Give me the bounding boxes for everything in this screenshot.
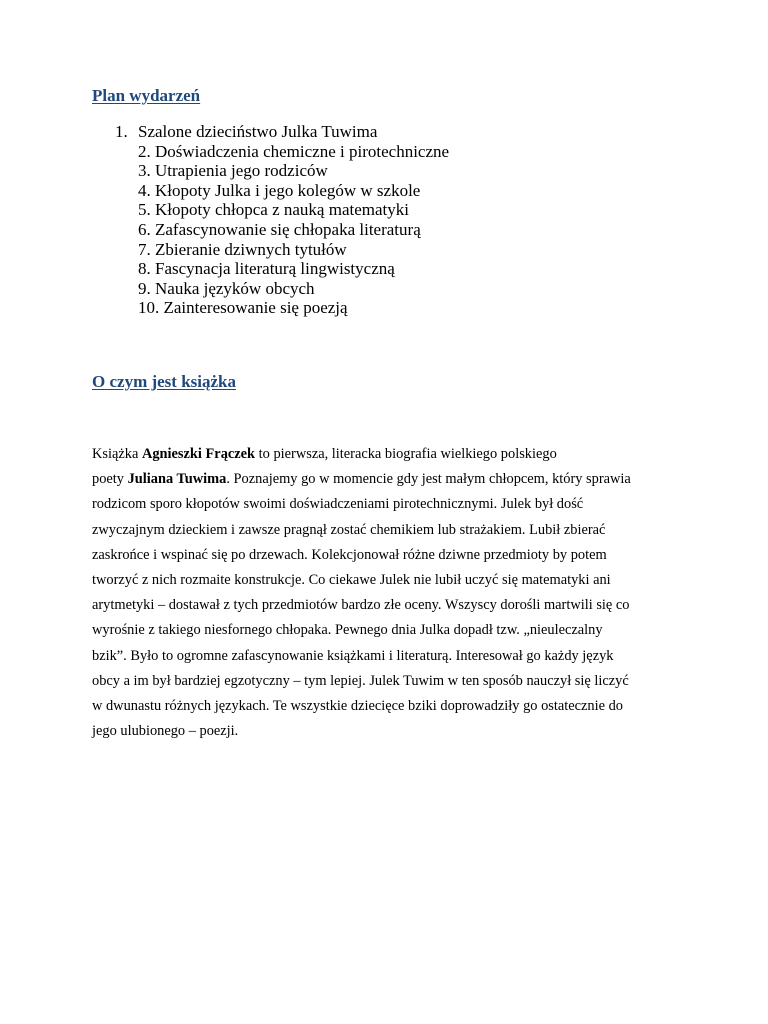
list-item (0, 200, 449, 220)
list-item (0, 181, 449, 201)
paragraph-line: zwyczajnym dzieckiem i zawsze pragnął zostać chemikiem lub strażakiem. Lubił zbierać (92, 521, 606, 538)
list-item-text: 7. Zbieranie dziwnych tytułów (138, 239, 347, 259)
list-item-text: 5. Kłopoty chłopca z nauką matematyki (138, 200, 409, 220)
list-item-text: 3. Utrapienia jego rodziców (138, 161, 328, 181)
poet-name: Juliana Tuwima (127, 471, 227, 488)
paragraph-line: wyrośnie z takiego niesfornego chłopaka. Pewnego dnia Julka dopadł tzw. „nieuleczalny (92, 622, 603, 639)
list-item-text: Szalone dzieciństwo Julka Tuwima (138, 122, 378, 141)
list-item-text: 8. Fascynacja literaturą lingwistyczną (138, 259, 395, 279)
list-item-text: 4. Kłopoty Julka i jego kolegów w szkole (138, 180, 421, 200)
paragraph-line: w dwunastu różnych językach. Te wszystkie dziecięce bziki doprowadziły go ostatecznie do (92, 698, 623, 715)
author-name: Agnieszki Frączek (141, 446, 256, 462)
list-item (0, 298, 449, 318)
list-item (0, 220, 449, 240)
paragraph-line: arytmetyki – dostawał z tych przedmiotów bardzo złe oceny. Wszyscy dorośli martwili się co (92, 597, 630, 614)
paragraph-line (92, 442, 692, 467)
list-item (0, 161, 449, 181)
text-run: poety (92, 471, 128, 488)
paragraph-line: zaskrońce i wspinać się po drzewach. Kolekcjonował różne dziwne przedmioty by potem (92, 546, 607, 563)
list-item-text: 10. Zainteresowanie się poezją (138, 298, 348, 318)
events-list (0, 122, 449, 318)
paragraph-line (92, 467, 692, 492)
list-item (0, 279, 449, 299)
paragraph-line: tworzyć z nich rozmaite konstrukcje. Co ciekawe Julek nie lubił uczyć się matematyki ani (92, 572, 611, 589)
about-heading: O czym jest książka (92, 372, 237, 391)
list-item-text: 6. Zafascynowanie się chłopaka literaturą (138, 219, 421, 239)
list-item-text: 2. Doświadczenia chemiczne i pirotechniczne (138, 141, 450, 161)
plan-heading: Plan wydarzeń (92, 86, 201, 105)
list-item (0, 240, 449, 260)
list-item-number: 1. (115, 122, 128, 141)
text-run: to pierwsza, literacka biografia wielkiego polskiego (255, 446, 557, 462)
about-paragraph (92, 442, 692, 744)
paragraph-line: rodzicom sporo kłopotów swoimi doświadczeniami pirotechnicznymi. Julek był dość (92, 496, 584, 513)
paragraph-line: jego ulubionego – poezji. (92, 723, 239, 740)
list-item (0, 122, 449, 142)
list-item (0, 142, 449, 162)
text-run: Książka (92, 446, 142, 462)
list-item (0, 259, 449, 279)
text-run: . Poznajemy go w momencie gdy jest małym chłopcem, który sprawia (226, 471, 631, 488)
list-item-text: 9. Nauka języków obcych (138, 278, 315, 298)
paragraph-line: bzik”. Było to ogromne zafascynowanie książkami i literaturą. Interesował go każdy język (92, 647, 614, 664)
paragraph-line: obcy a im był bardziej egzotyczny – tym lepiej. Julek Tuwim w ten sposób nauczył się liczyć (92, 672, 629, 689)
